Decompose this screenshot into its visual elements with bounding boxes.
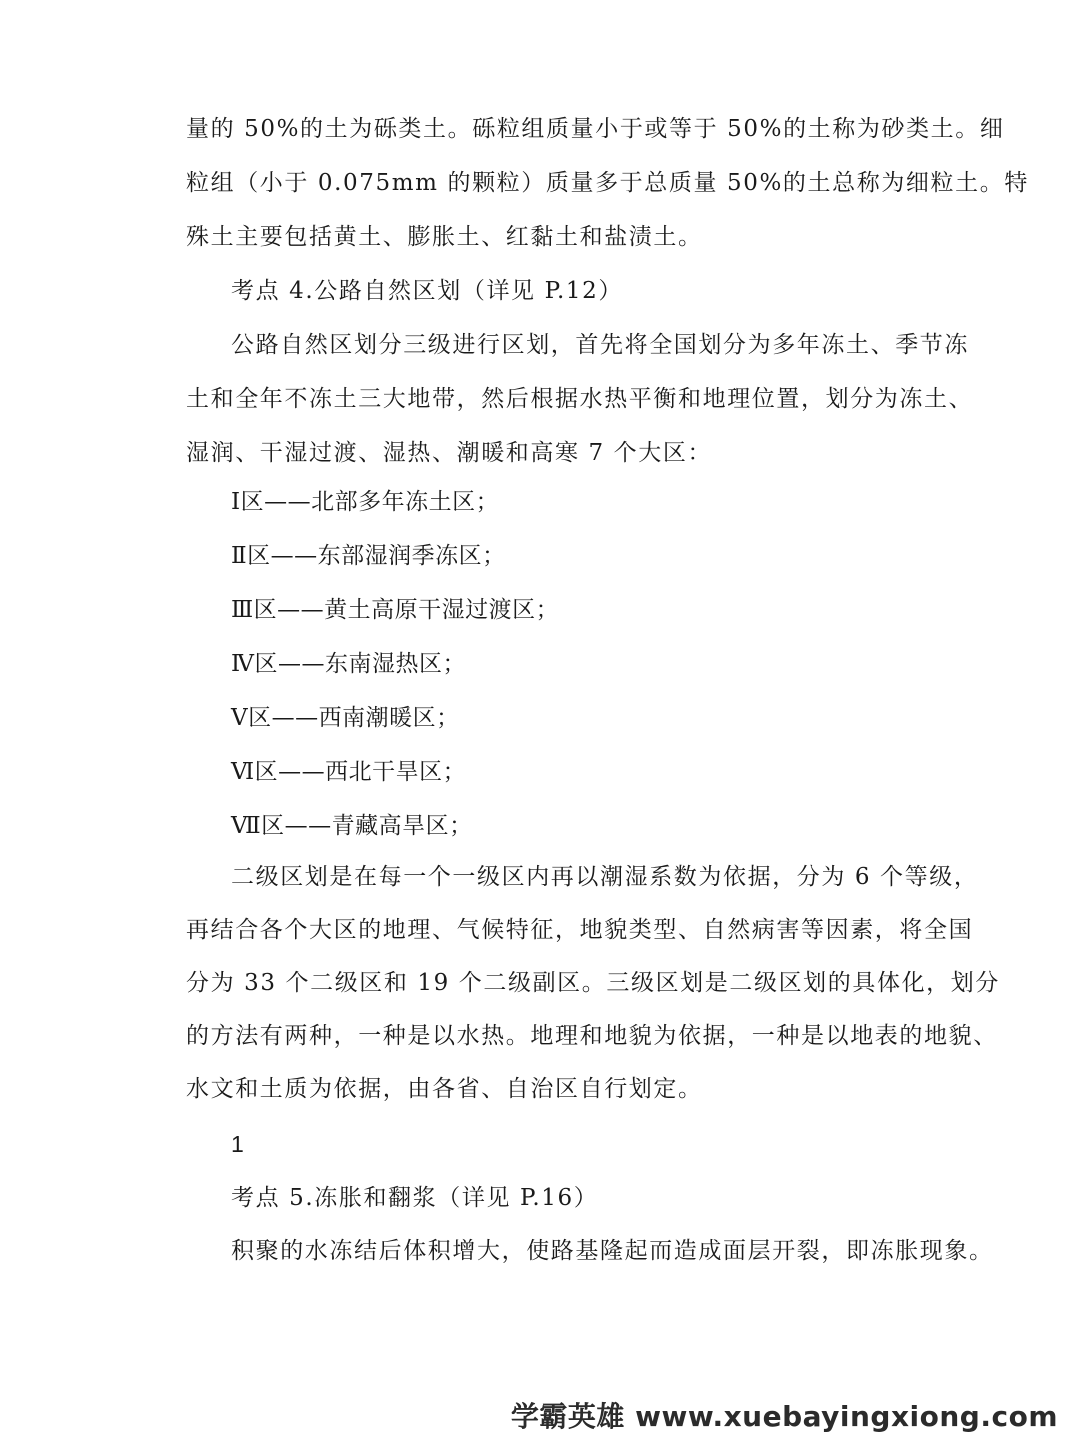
- page-number: 1: [231, 1131, 246, 1157]
- zone-item: Ⅳ区——东南湿热区；: [231, 651, 466, 677]
- zone-item: Ⅵ区——西北干旱区；: [231, 759, 467, 785]
- paragraph-line: 二级区划是在每一个一级区内再以潮湿系数为依据，分为 6 个等级，: [231, 864, 979, 890]
- paragraph-line: 公路自然区划分三级进行区划，首先将全国划分为多年冻土、季节冻: [231, 332, 969, 358]
- paragraph-line: 水文和土质为依据，由各省、自治区自行划定。: [186, 1076, 703, 1102]
- paragraph-line: 分为 33 个二级区和 19 个二级副区。三级区划是二级区划的具体化，划分: [186, 970, 1000, 996]
- zone-item: Ⅶ区——青藏高旱区；: [231, 813, 473, 839]
- paragraph-line: 的方法有两种，一种是以水热。地理和地貌为依据，一种是以地表的地貌、: [186, 1023, 998, 1049]
- section-heading-4: 考点 4.公路自然区划（详见 P.12）: [231, 278, 623, 304]
- zone-item: Ⅱ区——东部湿润季冻区；: [231, 543, 506, 569]
- paragraph-line: 湿润、干湿过渡、湿热、潮暖和高寒 7 个大区：: [186, 440, 713, 466]
- paragraph-line: 积聚的水冻结后体积增大，使路基隆起而造成面层开裂，即冻胀现象。: [231, 1238, 994, 1264]
- paragraph-line: 量的 50%的土为砾类土。砾粒组质量小于或等于 50%的土称为砂类土。细: [186, 116, 1005, 142]
- watermark: 学霸英雄 www.xuebayingxiong.com: [510, 1400, 1058, 1433]
- paragraph-line: 土和全年不冻土三大地带，然后根据水热平衡和地理位置，划分为冻土、: [186, 386, 974, 412]
- section-heading-5: 考点 5.冻胀和翻浆（详见 P.16）: [231, 1185, 599, 1211]
- paragraph-line: 粒组（小于 0.075mm 的颗粒）质量多于总质量 50%的土总称为细粒土。特: [186, 170, 1029, 196]
- zone-item: Ⅰ区——北部多年冻土区；: [231, 489, 500, 515]
- paragraph-line: 再结合各个大区的地理、气候特征，地貌类型、自然病害等因素，将全国: [186, 917, 974, 943]
- zone-item: Ⅲ区——黄土高原干湿过渡区；: [231, 597, 560, 623]
- paragraph-line: 殊土主要包括黄土、膨胀土、红黏土和盐渍土。: [186, 224, 703, 250]
- zone-item: Ⅴ区——西南潮暖区；: [231, 705, 460, 731]
